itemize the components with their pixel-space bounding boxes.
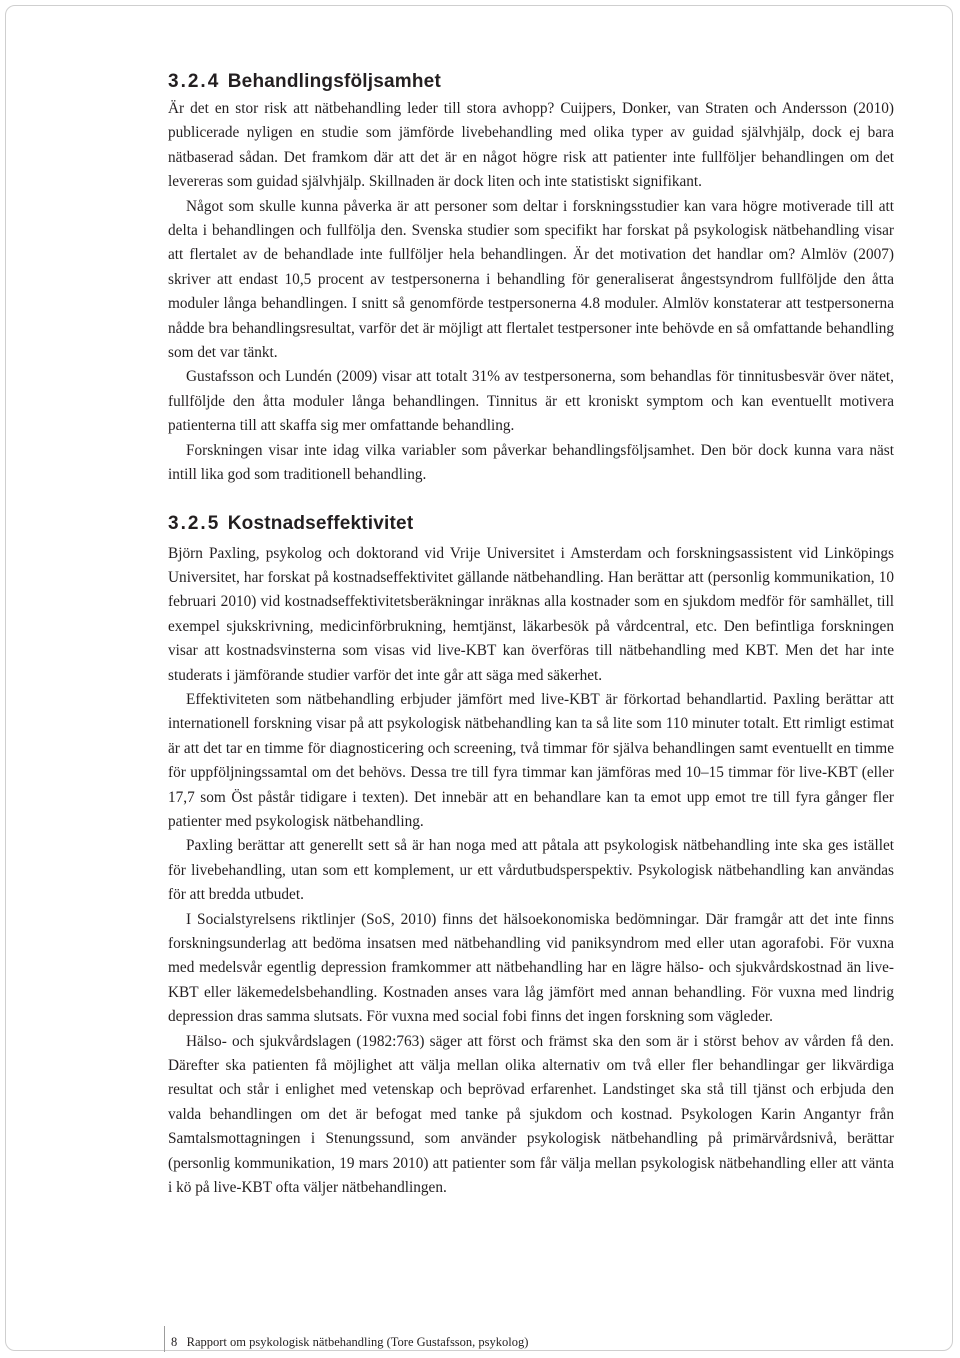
paragraph: Något som skulle kunna påverka är att personer som deltar i forskningsstudier kan vara högre motiverade till att delta i behandlingen och fullfölja den. Svenska studier som specifikt har forskat på psykologisk nätbehandling visar att flertalet av de behandlade inte fullföljer hela behandlingen. Är det motivation det handlar om? Almlöv (2007) skriver att endast 10,5 procent av testpersonerna i behandling för generaliserat ångestsyndrom fullföljde den åtta moduler långa behandlingen. I snitt så genomförde testpersonerna 4.8 moduler. Almlöv konstaterar att testpersonerna nådde bra behandlingsresultat, varför det är möjligt att flertalet testpersoner inte behövde en så omfattande behandling som det var tänkt.: [168, 197, 894, 362]
section-number: 3.2.5: [168, 512, 221, 534]
paragraph: Paxling berättar att generellt sett så är han noga med att påtala att psykologisk nätbehandling inte ska ges istället för livebehandling, utan som ett komplement, ur ett vårdutbudsperspektiv. Psykologisk nätbehandling kan användas för att bredda utbudet.: [168, 837, 894, 904]
section-number: 3.2.4: [168, 71, 221, 92]
section-kostnadseffektivitet: [168, 512, 894, 1201]
paragraph: Björn Paxling, psykolog och doktorand vid Vrije Universitet i Amsterdam och forskningsassistent vid Linköpings Universitet, har forskat på kostnadseffektivitet gällande nätbehandling. Han berättar att (personlig kommunikation, 10 februari 2010) vid kostnadseffektivitetsberäkningar inräknas alla kostnader som en sjukdom medför för samhället, till exempel sjukskrivning, medicinförbrukning, hemtjänst, läkarbesök på vårdcentral, etc. Den befintliga forskningen visar att kostnadsvinsterna som visas vid live-KBT kan överföras till nätbehandling med KBT. Men det har inte studerats i jämförande studier varför det inte går att säga med säkerhet.: [168, 544, 894, 684]
page-number: 8: [171, 1335, 178, 1349]
paragraph: Gustafsson och Lundén (2009) visar att totalt 31% av testpersonerna, som behandlas för tinnitusbesvär över nätet, fullföljde den åtta moduler långa behandlingen. Tinnitus är ett kroniskt symptom och kan eventuellt motivera patienterna till att skaffa sig mer omfattande behandling.: [168, 368, 894, 435]
paragraph: Forskningen visar inte idag vilka variabler som påverkar behandlingsföljsamhet. Den bör dock kunna vara näst intill lika god som traditionell behandling.: [168, 441, 894, 484]
paragraph: Är det en stor risk att nätbehandling leder till stora avhopp? Cuijpers, Donker, van Straten och Andersson (2010) publicerade nyligen en studie som jämförde livebehandling med olika typer av guidad självhjälp, dock ej bara nätbaserad sådan. Det framkom där att det är en något högre risk att patienter inte fullföljer behandlingen om det levereras som guidad självhjälp. Skillnaden är dock liten och inte statistiskt signifikant.: [168, 100, 894, 191]
section-heading: [168, 70, 894, 94]
section-behandlingsfoljsamhet: [168, 70, 894, 488]
section-title: Behandlingsföljsamhet: [227, 71, 441, 92]
paragraph: Hälso- och sjukvårdslagen (1982:763) säger att först och främst ska den som är i störst behov av vården få den. Därefter ska patienten få möjlighet att välja mellan olika alternativ om två eller fler behandlingar ger likvärdiga resultat och står i enlighet med vetenskap och beprövad erfarenhet. Landstinget ska stå till tjänst och erbjuda den valda behandlingen om det är befogat med tanke på sjukdom och kostnad. Psykologen Karin Angantyr från Samtalsmottagningen i Stenungssund, som använder psykologisk nätbehandling på primärvårdsnivå, berättar (personlig kommunikation, 19 mars 2010) att patienter som får välja mellan psykologisk nätbehandling eller att vänta i kö på live-KBT ofta väljer nätbehandlingen.: [168, 1032, 894, 1197]
document-body: [168, 70, 894, 1200]
footer-text: Rapport om psykologisk nätbehandling (Tore Gustafsson, psykolog): [186, 1335, 529, 1349]
section-heading: [168, 512, 894, 536]
paragraph: I Socialstyrelsens riktlinjer (SoS, 2010) finns det hälsoekonomiska bedömningar. Där framgår att det inte finns forskningsunderlag att bedöma insatsen med nätbehandling vid paniksyndrom med eller utan agorafobi. För vuxna med medelsvår egentlig depression framkommer att nätbehandling har en lägre hälso- och sjukvårdskostnad än live-KBT eller läkemedelsbehandling. Kostnaden anses vara låg jämfört med annan behandling. För vuxna med lindrig depression dras samma slutsats. För vuxna med social fobi finns det ingen forskning som vägleder.: [168, 910, 894, 1026]
section-title: Kostnadseffektivitet: [227, 512, 414, 534]
paragraph: Effektiviteten som nätbehandling erbjuder jämfört med live-KBT är förkortad behandlartid. Paxling berättar att internationell forskning visar på att psykologisk nätbehandling kan ta så lite som 110 minuter totalt. Ett rimligt estimat är att det tar en timme för diagnosticering och screening, två timmar för själva behandlingen samt eventuellt en timme för uppföljningssamtal om det behövs. Dessa tre till fyra timmar kan jämföras med 10–15 timmar för live-KBT (eller 17,7 som Öst påstår tidigare i texten). Det innebär att en behandlare kan ta emot upp emot tre till fyra gånger fler patienter med psykologisk nätbehandling.: [168, 690, 894, 830]
page-footer: [164, 1335, 528, 1350]
